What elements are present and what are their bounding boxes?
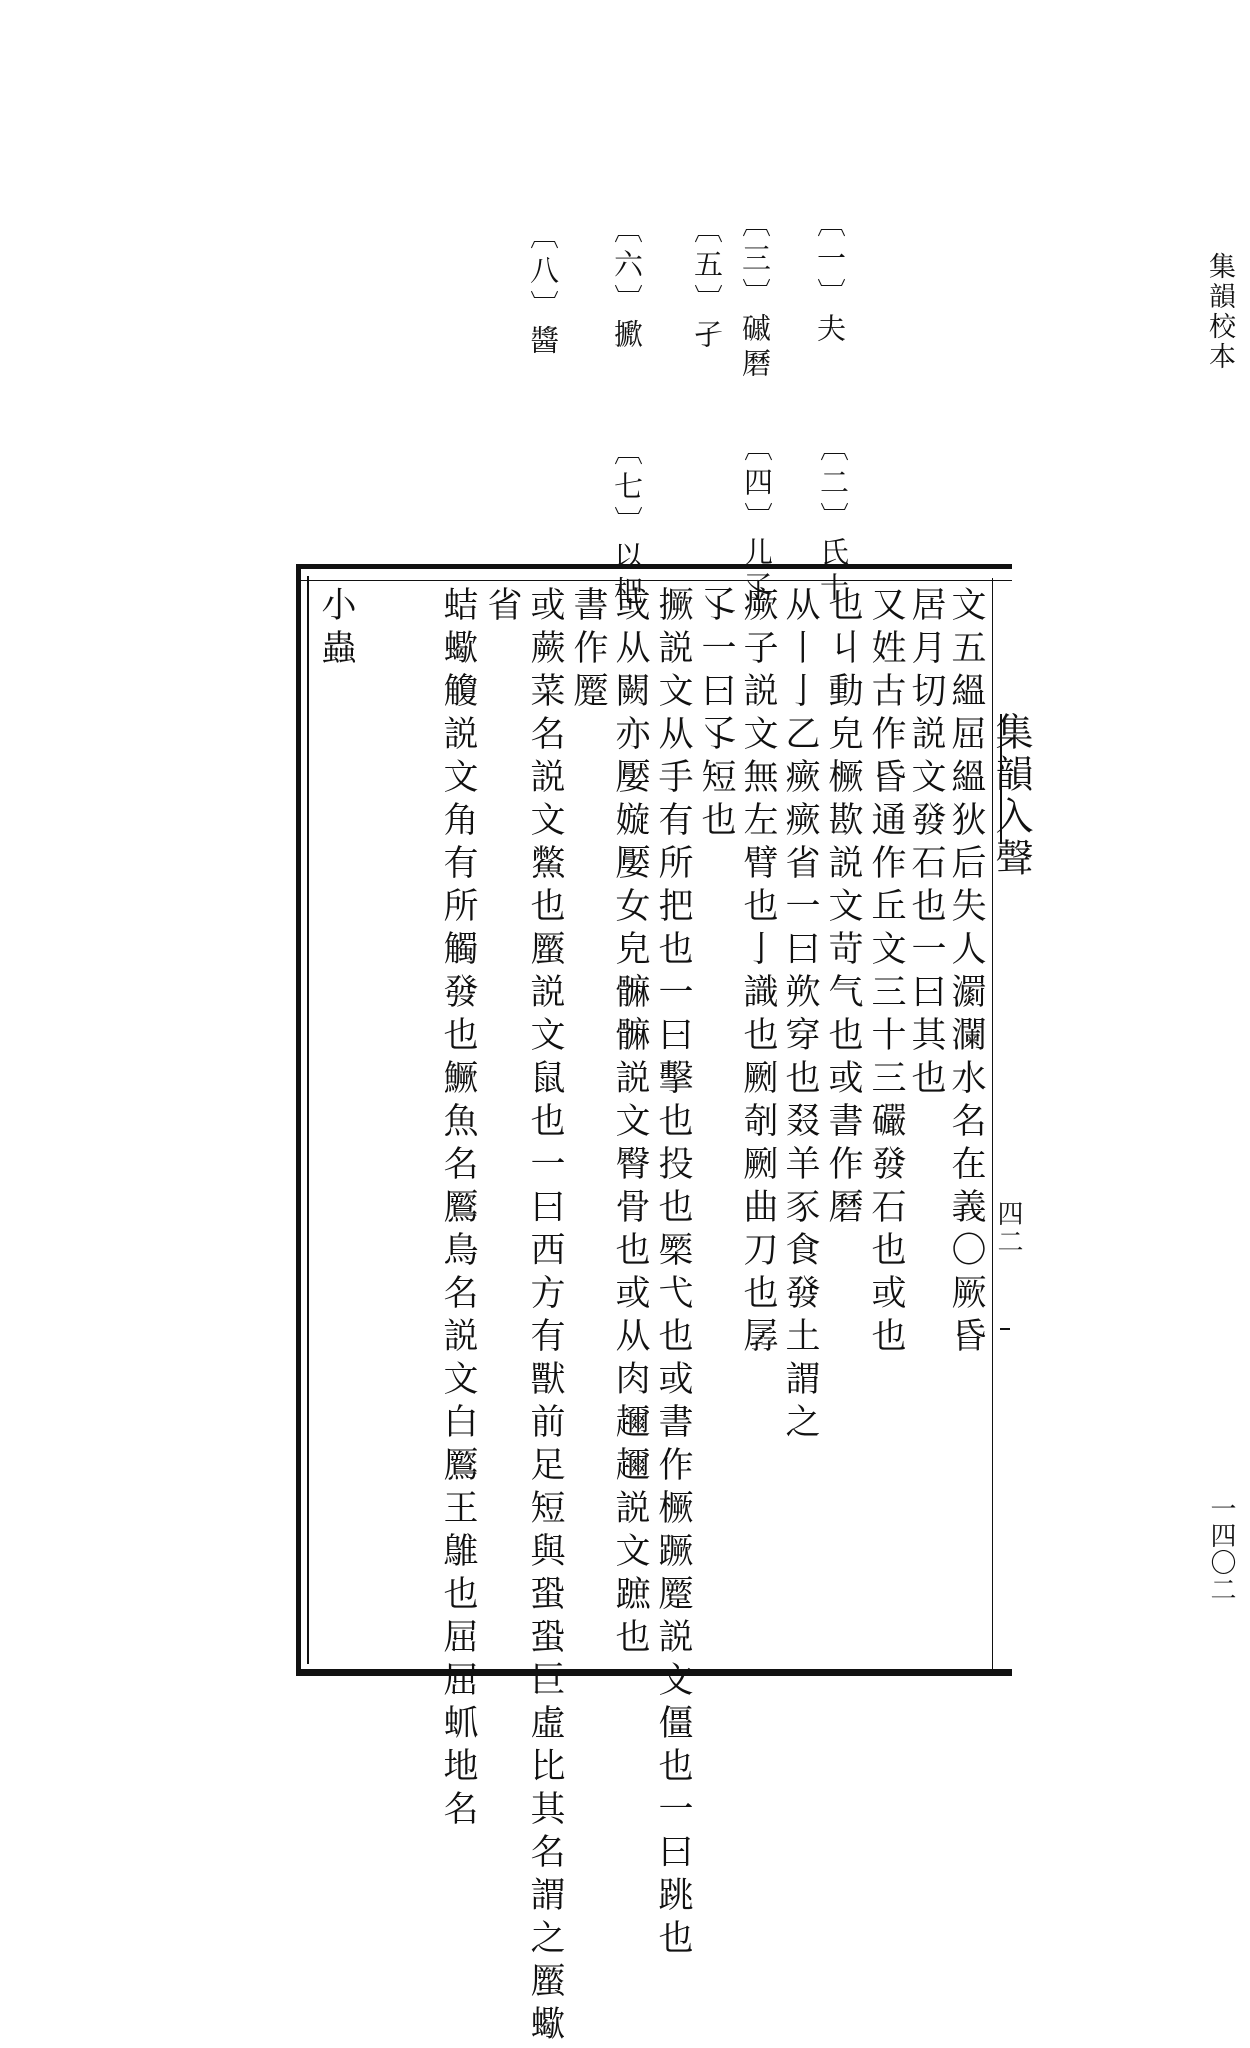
spine-title: 集韻入聲: [989, 712, 1033, 880]
text-column-13: 蛣蠍觼説文角有所觸發也鱖魚名鷢鳥名説文白鷢王鵻也屈屈䖣地名: [438, 586, 478, 1833]
text-column-1: 文五縕屈縕狄后失人瀱瀾水名在義〇厥昏: [946, 586, 986, 1360]
text-column-2: 居月切説文發石也一曰其也: [906, 586, 946, 1102]
collation-note-5: 〔五〕孑: [690, 214, 724, 354]
frame-inner-rule: [307, 576, 309, 1664]
text-column-5: 从丨亅乙瘚瘚省一曰欮穿也叕羊豕食發土謂之: [780, 586, 820, 1446]
folio-number: 一四〇二: [1206, 1495, 1236, 1603]
frame-top-rule: [296, 580, 1012, 581]
collation-note-2: 〔二〕氏十: [816, 432, 850, 607]
collation-note-7: 〔七〕以杷: [610, 436, 644, 611]
text-column-9: 或从闕亦嬮嫙嬮女皃髍髍説文臀骨也或从肉趰趰説文蹠也: [610, 586, 650, 1661]
collation-note-6: 〔六〕擨: [610, 214, 644, 354]
fold-tick: [1000, 1328, 1010, 1330]
text-column-11: 或蕨菜名説文鱉也蟨説文鼠也一曰西方有獸前足短與蛩蛩巨虛比其名謂之蟨蠍: [525, 586, 565, 2048]
text-column-3: 又姓古作昏通作丘文三十三礹發石也或也: [866, 586, 906, 1360]
collation-note-3: 〔三〕磩磿: [738, 208, 772, 383]
running-head: 集韻校本: [1204, 252, 1235, 372]
collation-note-8: 〔八〕醬: [526, 220, 560, 360]
collation-note-1: 〔一〕夫: [813, 208, 847, 348]
collation-note-4: 〔四〕儿孓: [740, 432, 774, 607]
text-column-4: 也丩動皃橛歁説文苛气也或書作磿: [823, 586, 863, 1231]
text-column-10: 書作蹷: [568, 586, 608, 715]
text-column-7: 孓一曰孓短也: [696, 586, 736, 844]
text-column-14: 小蟲: [316, 586, 356, 672]
text-column-12: 省: [482, 586, 522, 629]
text-column-6: 瘚子説文無左臂也亅識也劂剞劂曲刀也孱: [738, 586, 778, 1360]
spine-page-number: 四二: [993, 1200, 1023, 1256]
text-column-8: 撅説文从手有所把也一曰擊也投也橜弋也或書作橛蹶蹷説文僵也一曰跳也: [653, 586, 693, 1962]
